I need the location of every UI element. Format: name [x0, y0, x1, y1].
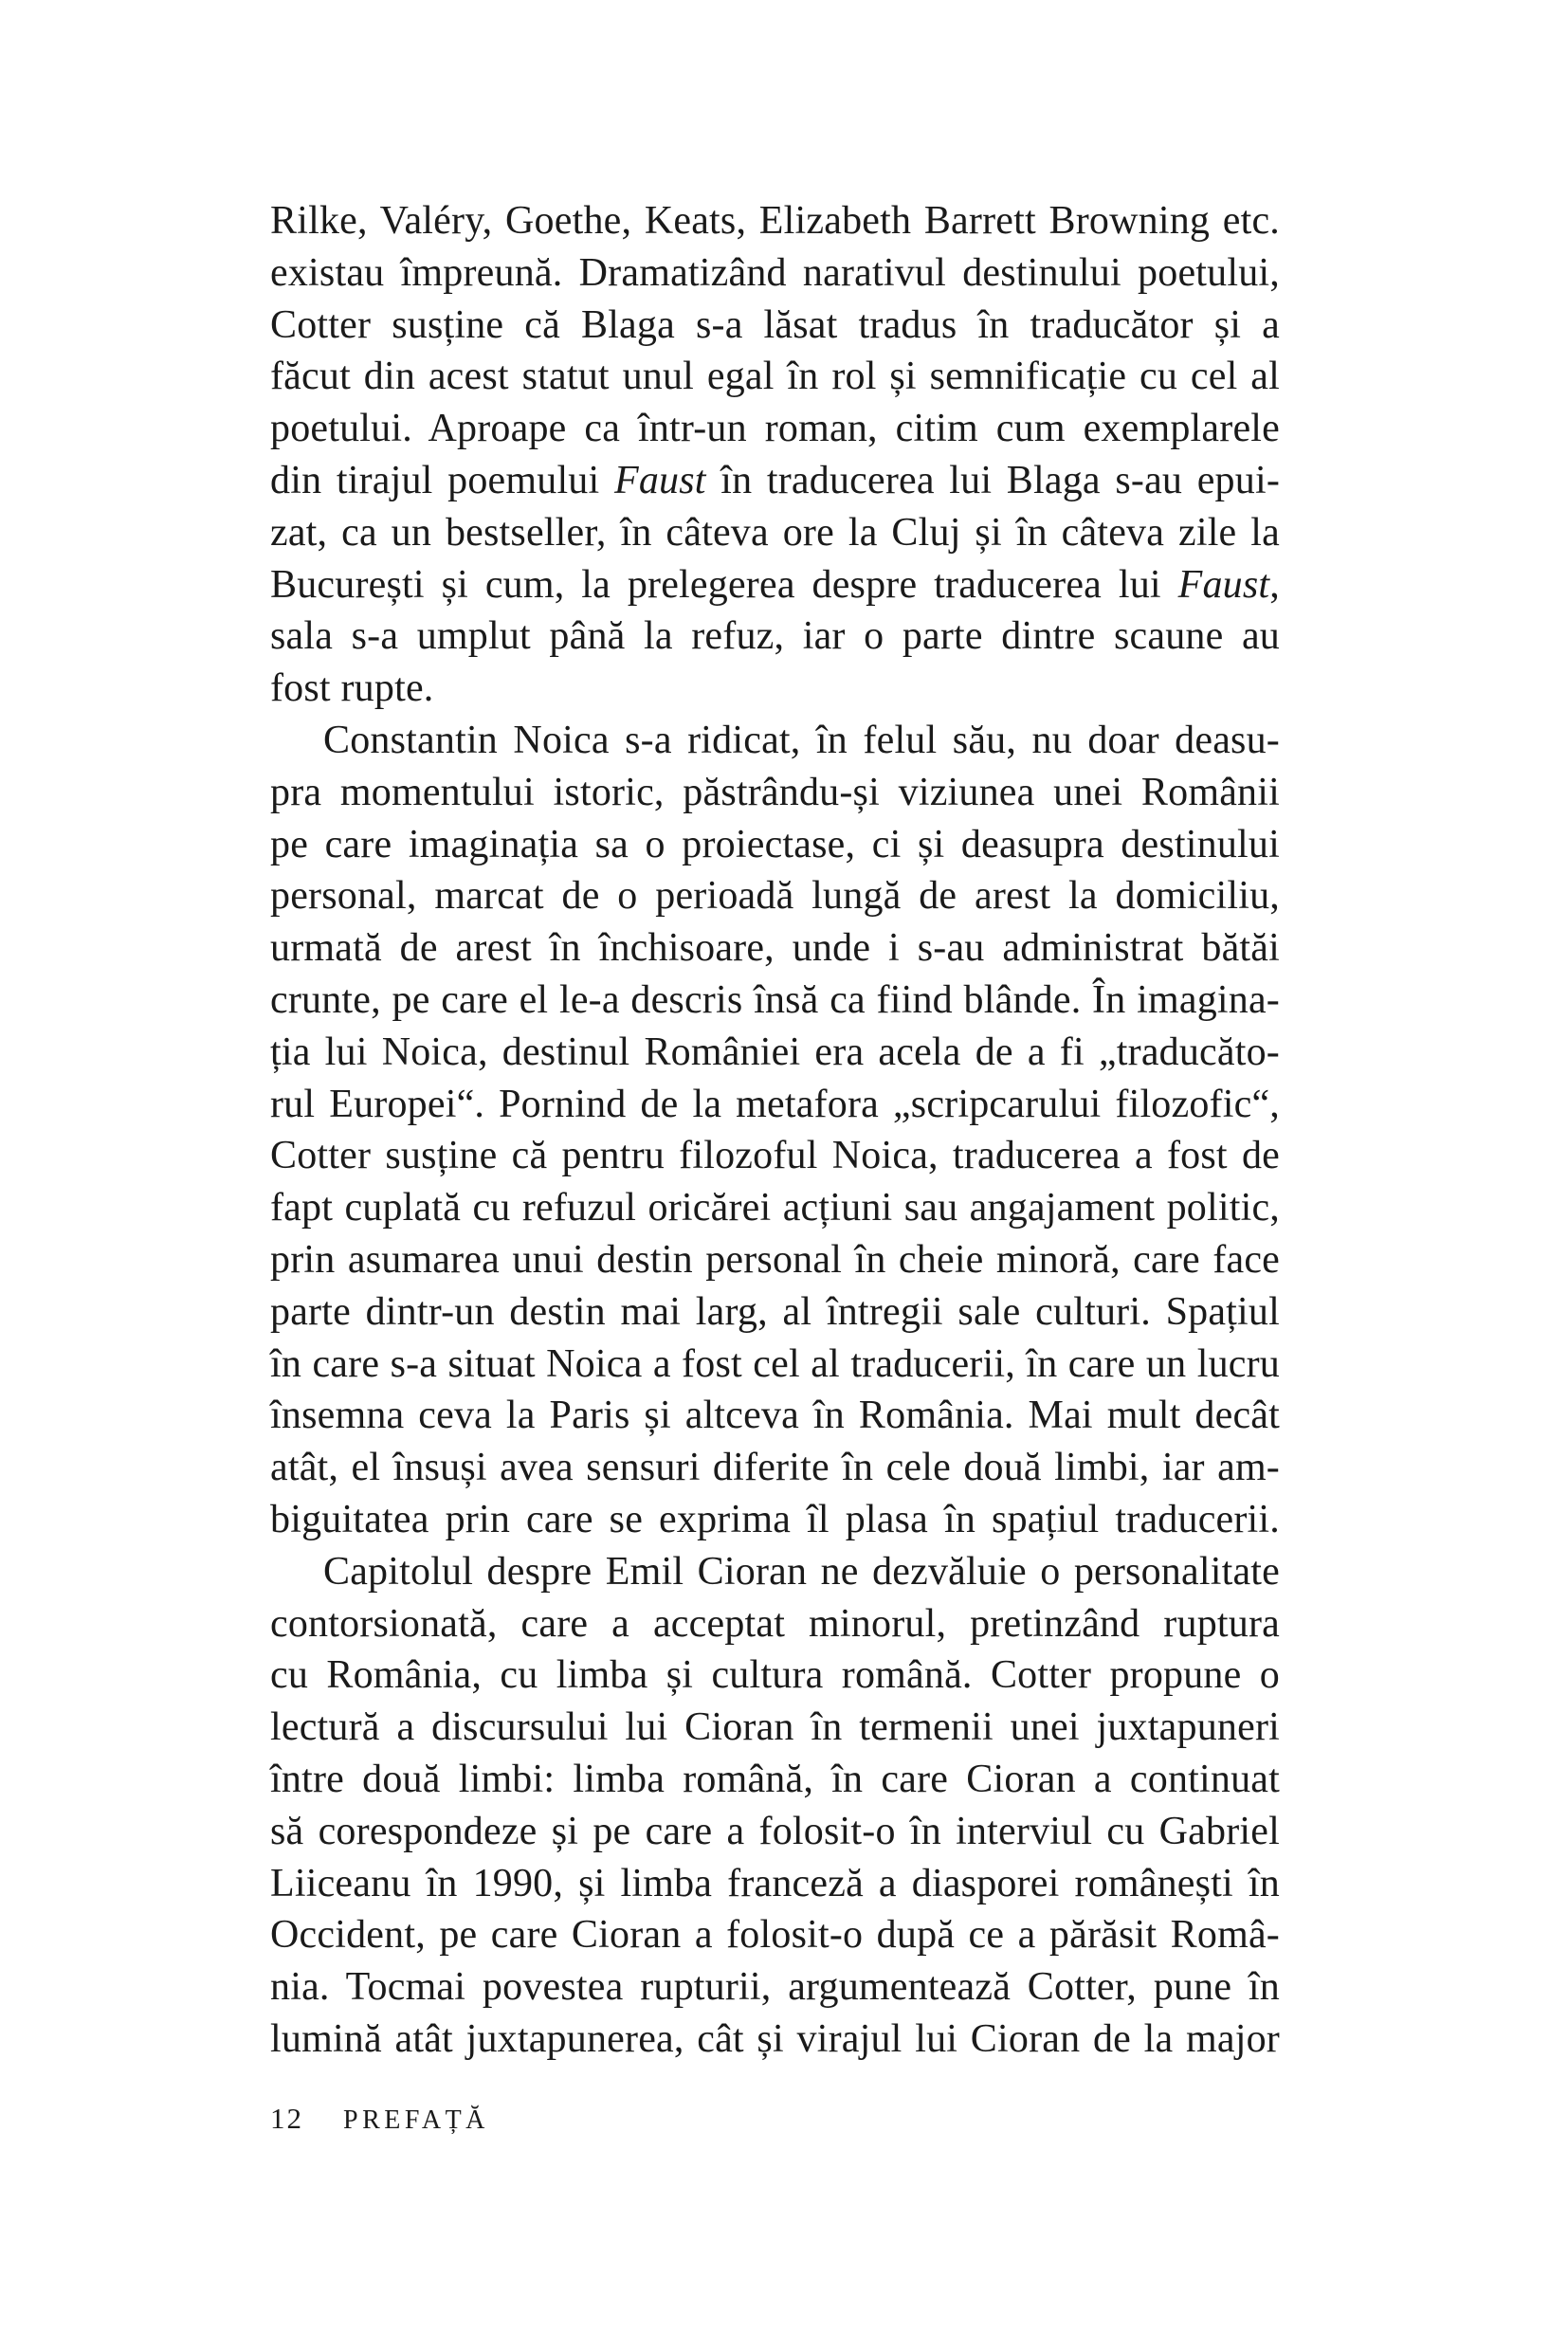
text-line: pe care imaginația sa o proiectase, ci și deasupra destinului	[270, 822, 1280, 866]
text-line: poetului. Aproape ca într-un roman, citim cum exemplarele	[270, 407, 1280, 451]
text-line: biguitatea prin care se exprima îl plasa în spațiul traducerii.	[270, 1497, 1280, 1541]
text-line: București și cum, la prelegerea despre traducerea lui Faust,	[270, 562, 1280, 607]
text-line: Liiceanu în 1990, și limba franceză a diasporei românești în	[270, 1861, 1280, 1905]
page-footer	[270, 2102, 489, 2136]
text-line: ția lui Noica, destinul României era acela de a fi „traducăto-	[270, 1030, 1280, 1074]
text-line: existau împreună. Dramatizând narativul destinului poetului,	[270, 250, 1280, 295]
text-line: din tirajul poemului Faust în traducerea lui Blaga s-au epui-	[270, 458, 1281, 502]
text-line: fapt cuplată cu refuzul oricărei acțiuni sau angajament politic,	[270, 1186, 1280, 1230]
body-text-block	[270, 195, 1280, 2066]
text-line: însemna ceva la Paris și altceva în România. Mai mult decât	[270, 1394, 1280, 1438]
text-line: Capitolul despre Emil Cioran ne dezvăluie o personalitate	[323, 1549, 1280, 1594]
text-line: lumină atât juxtapunerea, cât și virajul lui Cioran de la major	[270, 2016, 1280, 2061]
text-line: sala s-a umplut până la refuz, iar o parte dintre scaune au	[270, 614, 1280, 659]
text-line: parte dintr-un destin mai larg, al întregii sale culturi. Spațiul	[270, 1289, 1280, 1334]
text-line: în care s-a situat Noica a fost cel al traducerii, în care un lucru	[270, 1341, 1280, 1386]
text-line: pra momentului istoric, păstrându-și viziunea unei Românii	[270, 770, 1280, 814]
text-line: urmată de arest în închisoare, unde i s-au administrat bătăi	[270, 926, 1280, 971]
text-line: crunte, pe care el le-a descris însă ca fiind blânde. În imagina-	[270, 977, 1280, 1022]
text-line: atât, el însuși avea sensuri diferite în cele două limbi, iar am-	[270, 1446, 1280, 1490]
text-line: Cotter susține că Blaga s-a lăsat tradus în traducător și a	[270, 302, 1280, 347]
text-line: personal, marcat de o perioadă lungă de arest la domiciliu,	[270, 874, 1280, 919]
text-line: nia. Tocmai povestea rupturii, argumentează Cotter, pune în	[270, 1965, 1280, 2010]
text-line: rul Europei“. Pornind de la metafora „scripcarului filozofic“,	[270, 1082, 1280, 1126]
text-line: Cotter susține că pentru filozoful Noica, traducerea a fost de	[270, 1134, 1280, 1178]
section-label: PREFAȚĂ	[343, 2105, 489, 2135]
text-line: Constantin Noica s-a ridicat, în felul său, nu doar deasu-	[323, 718, 1280, 762]
text-line: să corespondeze și pe care a folosit-o în interviul cu Gabriel	[270, 1809, 1280, 1853]
text-line: prin asumarea unui destin personal în cheie minoră, care face	[270, 1237, 1280, 1282]
text-line: zat, ca un bestseller, în câteva ore la Cluj și în câteva zile la	[270, 510, 1280, 555]
text-line: lectură a discursului lui Cioran în termenii unei juxtapuneri	[270, 1705, 1280, 1750]
text-line: Occident, pe care Cioran a folosit-o după ce a părăsit Româ-	[270, 1913, 1280, 1958]
text-line: fost rupte.	[270, 666, 434, 711]
text-line: făcut din acest statut unul egal în rol și semnificație cu cel al	[270, 355, 1280, 399]
text-line: între două limbi: limba română, în care Cioran a continuat	[270, 1757, 1280, 1801]
text-line: cu România, cu limba și cultura română. Cotter propune o	[270, 1653, 1280, 1698]
text-line: Rilke, Valéry, Goethe, Keats, Elizabeth Barrett Browning etc.	[270, 199, 1280, 243]
text-line: contorsionată, care a acceptat minorul, pretinzând ruptura	[270, 1601, 1280, 1646]
page-number: 12	[270, 2102, 303, 2135]
